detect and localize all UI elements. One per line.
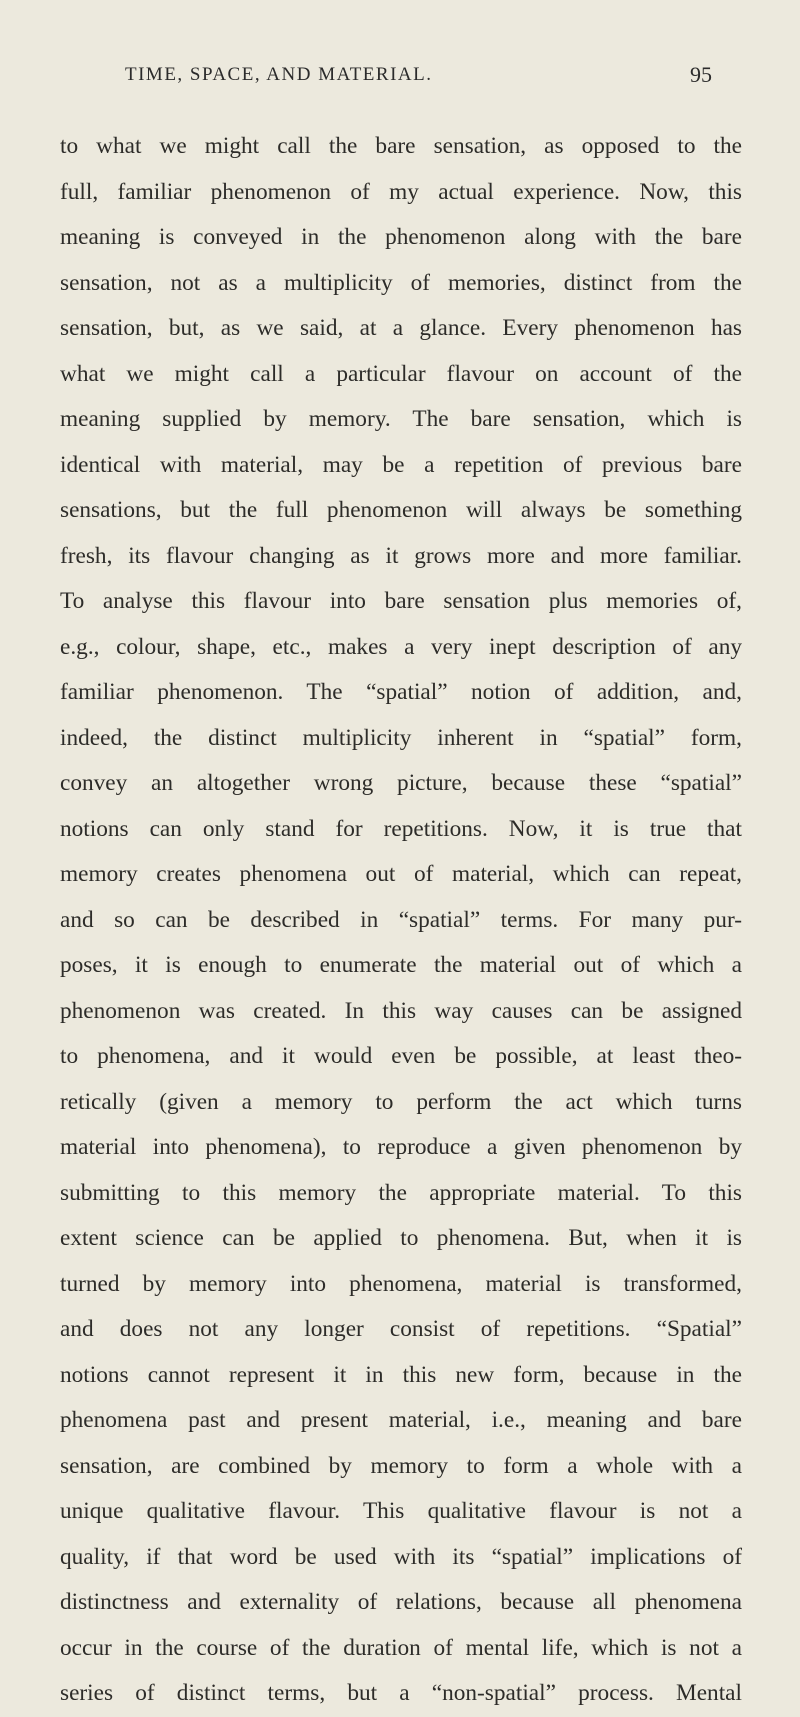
text-line: familiar phenomenon. The “spatial” notion of addition, and, (60, 679, 742, 705)
running-title: TIME, SPACE, AND MATERIAL. (125, 64, 433, 85)
text-line: occur in the course of the duration of mental life, which is not a (60, 1634, 742, 1661)
text-line: distinctness and externality of relations, because all phenomena (60, 1589, 742, 1615)
text-line: turned by memory into phenomena, material is transformed, (60, 1270, 742, 1297)
text-line: extent science can be applied to phenomena. But, when it is (60, 1225, 742, 1251)
text-line: to what we might call the bare sensation, as opposed to the (60, 133, 742, 159)
text-line: submitting to this memory the appropriate material. To this (60, 1179, 742, 1206)
text-line: fresh, its flavour changing as it grows more and more familiar. (60, 542, 742, 569)
text-line: e.g., colour, shape, etc., makes a very inept description of any (60, 633, 742, 660)
text-line: and so can be described in “spatial” terms. For many pur- (60, 906, 742, 933)
text-line: quality, if that word be used with its “spatial” implications of (60, 1543, 742, 1570)
text-line: full, familiar phenomenon of my actual experience. Now, this (60, 178, 742, 205)
text-line: sensation, not as a multiplicity of memories, distinct from the (60, 269, 742, 296)
text-line: material into phenomena), to reproduce a given phenomenon by (60, 1134, 742, 1160)
text-line: indeed, the distinct multiplicity inherent in “spatial” form, (60, 724, 742, 751)
text-line: to phenomena, and it would even be possible, at least theo- (60, 1043, 742, 1069)
text-line: sensation, but, as we said, at a glance. Every phenomenon has (60, 315, 742, 341)
text-line: memory creates phenomena out of material, which can repeat, (60, 861, 742, 887)
page-number: 95 (690, 62, 712, 87)
text-line: what we might call a particular flavour on account of the (60, 360, 742, 387)
text-line: meaning supplied by memory. The bare sensation, which is (60, 406, 742, 432)
text-line: poses, it is enough to enumerate the material out of which a (60, 952, 742, 978)
text-line: retically (given a memory to perform the act which turns (60, 1088, 742, 1115)
text-line: To analyse this flavour into bare sensation plus memories of, (60, 588, 742, 614)
text-line: notions can only stand for repetitions. Now, it is true that (60, 815, 742, 842)
text-line: phenomenon was created. In this way causes can be assigned (60, 997, 742, 1024)
text-line: series of distinct terms, but a “non-spatial” process. Mental (60, 1680, 742, 1706)
text-line: notions cannot represent it in this new form, because in the (60, 1361, 742, 1388)
text-line: meaning is conveyed in the phenomenon along with the bare (60, 224, 742, 250)
text-line: and does not any longer consist of repetitions. “Spatial” (60, 1316, 742, 1342)
text-line: sensation, are combined by memory to form a whole with a (60, 1452, 742, 1479)
text-line: unique qualitative flavour. This qualitative flavour is not a (60, 1498, 742, 1524)
body-text (60, 124, 742, 1717)
page-header (0, 64, 800, 90)
text-line: phenomena past and present material, i.e., meaning and bare (60, 1407, 742, 1433)
text-line: convey an altogether wrong picture, because these “spatial” (60, 770, 742, 796)
text-line: identical with material, may be a repetition of previous bare (60, 451, 742, 478)
text-line: sensations, but the full phenomenon will always be something (60, 497, 742, 523)
